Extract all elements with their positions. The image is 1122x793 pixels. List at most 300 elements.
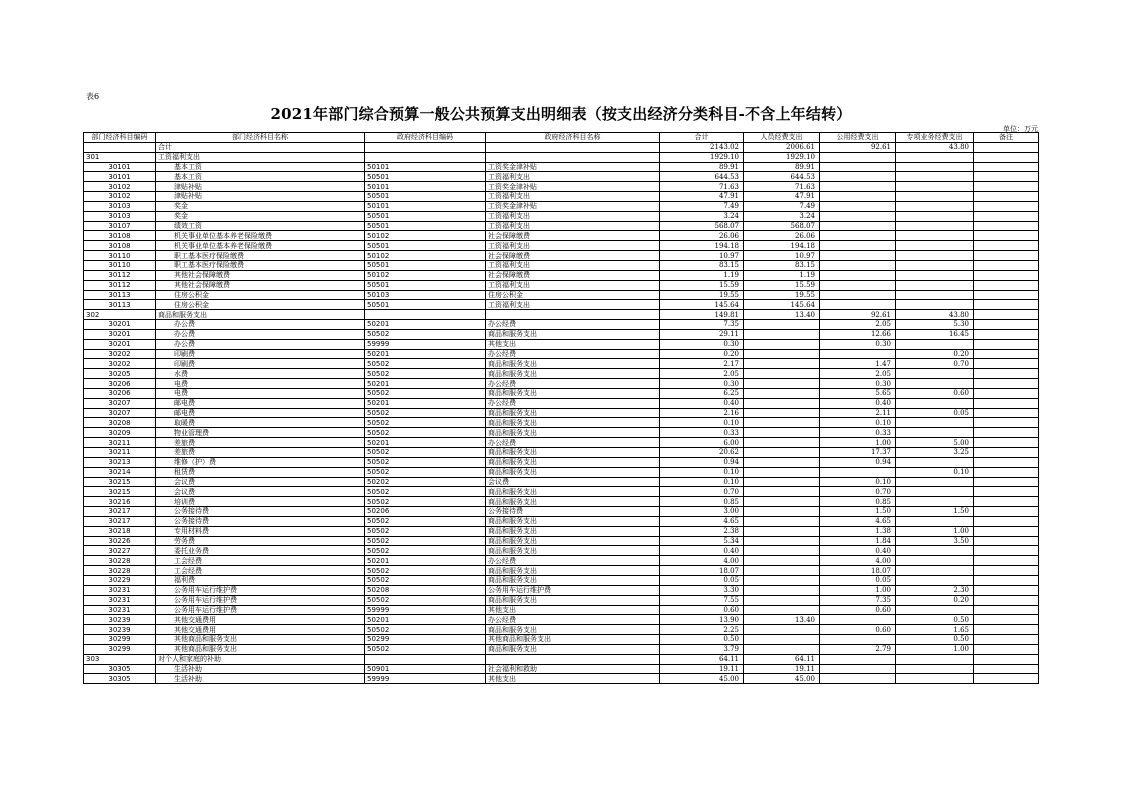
cell-public: 2.11 [820,408,896,418]
cell-gov-name: 其他商品和服务支出 [486,635,660,645]
cell-public: 2.79 [820,644,896,654]
cell-public [820,280,896,290]
cell-note [974,260,1039,270]
cell-personnel: 19.55 [744,290,820,300]
cell-special: 0.50 [896,615,974,625]
cell-dept-name: 邮电费 [156,408,365,418]
cell-note [974,290,1039,300]
cell-public [820,674,896,684]
cell-public: 0.60 [820,605,896,615]
cell-note [974,300,1039,310]
cell-gov-code: 50206 [365,507,486,517]
cell-dept-name: 公务用车运行维护费 [156,605,365,615]
cell-total: 0.85 [660,497,744,507]
cell-dept-name: 专用材料费 [156,526,365,536]
cell-gov-code: 50502 [365,546,486,556]
cell-dept-code: 30101 [84,162,156,172]
cell-total: 194.18 [660,241,744,251]
table-row [84,625,1039,635]
cell-gov-code: 50502 [365,516,486,526]
cell-dept-name: 商品和服务支出 [156,310,365,320]
table-row [84,585,1039,595]
cell-gov-code: 50502 [365,388,486,398]
cell-gov-code: 50502 [365,359,486,369]
cell-dept-code: 30211 [84,438,156,448]
header-total: 合计 [660,133,744,143]
cell-public [820,231,896,241]
cell-personnel: 15.59 [744,280,820,290]
cell-gov-code: 50101 [365,162,486,172]
cell-dept-name: 生活补助 [156,664,365,674]
cell-total: 145.64 [660,300,744,310]
cell-dept-code: 30228 [84,566,156,576]
cell-gov-code: 50201 [365,320,486,330]
cell-gov-code: 50501 [365,241,486,251]
cell-total: 0.30 [660,379,744,389]
cell-dept-name: 奖金 [156,201,365,211]
cell-public: 1.38 [820,526,896,536]
table-row [84,241,1039,251]
cell-dept-code: 30226 [84,536,156,546]
cell-dept-code: 303 [84,654,156,664]
cell-dept-name: 印刷费 [156,359,365,369]
cell-gov-name: 工资福利支出 [486,241,660,251]
cell-total: 7.49 [660,201,744,211]
cell-personnel: 10.97 [744,251,820,261]
cell-dept-name: 职工基本医疗保险缴费 [156,260,365,270]
cell-dept-name: 福利费 [156,575,365,585]
page-title: 2021年部门综合预算一般公共预算支出明细表（按支出经济分类科目-不含上年结转） [270,105,852,123]
cell-gov-code: 50102 [365,251,486,261]
cell-special [896,251,974,261]
table-row [84,152,1039,162]
cell-gov-code: 50502 [365,487,486,497]
cell-special [896,605,974,615]
cell-gov-name [486,142,660,152]
cell-personnel [744,320,820,330]
cell-gov-name: 商品和服务支出 [486,408,660,418]
cell-note [974,644,1039,654]
table-row [84,418,1039,428]
table-row [84,654,1039,664]
table-row [84,635,1039,645]
cell-dept-name: 电费 [156,379,365,389]
cell-public [820,300,896,310]
cell-dept-name: 其他社会保障缴费 [156,280,365,290]
table-row [84,142,1039,152]
cell-total: 3.79 [660,644,744,654]
cell-total: 4.00 [660,556,744,566]
cell-personnel [744,339,820,349]
cell-gov-name: 工资福利支出 [486,300,660,310]
cell-total: 0.94 [660,457,744,467]
cell-dept-code: 30206 [84,388,156,398]
cell-dept-code: 30215 [84,487,156,497]
cell-dept-name: 工会经费 [156,566,365,576]
cell-dept-name: 生活补助 [156,674,365,684]
cell-personnel [744,546,820,556]
cell-gov-name: 商品和服务支出 [486,359,660,369]
sheet-label: 表6 [86,92,100,101]
cell-dept-code [84,142,156,152]
cell-public: 0.05 [820,575,896,585]
cell-dept-name: 职工基本医疗保险缴费 [156,251,365,261]
cell-special [896,398,974,408]
cell-special [896,379,974,389]
table-row [84,536,1039,546]
cell-personnel [744,516,820,526]
cell-dept-code: 30231 [84,595,156,605]
cell-public [820,162,896,172]
cell-public: 4.00 [820,556,896,566]
cell-gov-code: 50299 [365,635,486,645]
cell-public: 17.37 [820,448,896,458]
cell-gov-name: 其他支出 [486,339,660,349]
cell-special [896,566,974,576]
cell-note [974,536,1039,546]
table-row [84,280,1039,290]
cell-total: 0.40 [660,546,744,556]
cell-note [974,664,1039,674]
cell-personnel: 145.64 [744,300,820,310]
cell-total: 6.25 [660,388,744,398]
cell-gov-name: 商品和服务支出 [486,526,660,536]
cell-personnel [744,349,820,359]
cell-gov-name: 工资奖金津补贴 [486,201,660,211]
cell-note [974,605,1039,615]
cell-total: 26.06 [660,231,744,241]
cell-note [974,142,1039,152]
cell-gov-code: 50502 [365,536,486,546]
cell-total: 7.55 [660,595,744,605]
cell-personnel [744,575,820,585]
cell-public: 0.30 [820,339,896,349]
cell-special [896,457,974,467]
cell-personnel [744,438,820,448]
cell-gov-name: 社会福利和救助 [486,664,660,674]
table-row [84,369,1039,379]
cell-personnel [744,635,820,645]
table-row [84,674,1039,684]
cell-gov-name: 办公经费 [486,438,660,448]
cell-note [974,467,1039,477]
cell-total: 64.11 [660,654,744,664]
cell-gov-name: 商品和服务支出 [486,467,660,477]
cell-dept-name: 对个人和家庭的补助 [156,654,365,664]
cell-gov-code: 50101 [365,182,486,192]
cell-dept-code: 30201 [84,320,156,330]
cell-dept-name: 工会经费 [156,556,365,566]
cell-special [896,654,974,664]
cell-personnel [744,644,820,654]
cell-gov-code: 50502 [365,595,486,605]
table-row [84,566,1039,576]
cell-special: 5.30 [896,320,974,330]
cell-public: 1.84 [820,536,896,546]
cell-gov-name: 商品和服务支出 [486,369,660,379]
table-row [84,211,1039,221]
cell-note [974,625,1039,635]
cell-gov-code: 59999 [365,674,486,684]
cell-dept-code: 30112 [84,270,156,280]
cell-public [820,467,896,477]
cell-total: 0.50 [660,635,744,645]
cell-total: 0.70 [660,487,744,497]
cell-dept-code: 30202 [84,359,156,369]
cell-gov-code: 50502 [365,467,486,477]
cell-dept-code: 30108 [84,231,156,241]
cell-gov-name: 商品和服务支出 [486,516,660,526]
cell-personnel [744,566,820,576]
cell-personnel [744,408,820,418]
cell-total: 83.15 [660,260,744,270]
table-row [84,575,1039,585]
cell-special [896,241,974,251]
cell-special: 1.50 [896,507,974,517]
cell-special [896,152,974,162]
table-row [84,408,1039,418]
cell-personnel [744,556,820,566]
cell-gov-name: 办公经费 [486,349,660,359]
cell-special [896,428,974,438]
cell-note [974,182,1039,192]
cell-special: 43.80 [896,142,974,152]
cell-dept-code: 30103 [84,201,156,211]
cell-gov-name: 其他支出 [486,605,660,615]
cell-special: 3.50 [896,536,974,546]
table-row [84,457,1039,467]
cell-public: 1.47 [820,359,896,369]
cell-note [974,349,1039,359]
table-row [84,320,1039,330]
cell-dept-code: 30228 [84,556,156,566]
cell-gov-code: 50102 [365,270,486,280]
cell-public: 0.10 [820,418,896,428]
cell-special [896,556,974,566]
cell-gov-name: 商品和服务支出 [486,625,660,635]
table-row [84,556,1039,566]
cell-total: 15.59 [660,280,744,290]
cell-dept-name: 住房公积金 [156,300,365,310]
cell-note [974,241,1039,251]
cell-dept-name: 住房公积金 [156,290,365,300]
cell-gov-name [486,152,660,162]
cell-total: 2.17 [660,359,744,369]
cell-dept-code: 30213 [84,457,156,467]
cell-dept-code: 30201 [84,329,156,339]
cell-special [896,575,974,585]
cell-special [896,487,974,497]
cell-gov-name: 住房公积金 [486,290,660,300]
cell-total: 2.25 [660,625,744,635]
header-personnel: 人员经费支出 [744,133,820,143]
table-row [84,467,1039,477]
cell-dept-code: 30112 [84,280,156,290]
cell-special [896,674,974,684]
table-row [84,438,1039,448]
cell-dept-code: 30239 [84,625,156,635]
cell-public: 0.94 [820,457,896,467]
cell-personnel: 13.40 [744,310,820,320]
cell-special: 3.25 [896,448,974,458]
cell-note [974,359,1039,369]
cell-dept-name: 绩效工资 [156,221,365,231]
table-row [84,516,1039,526]
cell-personnel [744,605,820,615]
cell-gov-name: 商品和服务支出 [486,536,660,546]
cell-special: 0.60 [896,388,974,398]
cell-public: 92.61 [820,310,896,320]
cell-dept-code: 30113 [84,300,156,310]
cell-public [820,221,896,231]
cell-total: 6.00 [660,438,744,448]
cell-dept-code: 30216 [84,497,156,507]
cell-dept-code: 30231 [84,605,156,615]
table-row [84,310,1039,320]
cell-dept-name: 公务接待费 [156,516,365,526]
cell-total: 0.10 [660,418,744,428]
cell-gov-name: 办公经费 [486,398,660,408]
cell-public [820,664,896,674]
cell-personnel: 2006.61 [744,142,820,152]
cell-dept-name: 办公费 [156,329,365,339]
cell-public: 0.60 [820,625,896,635]
cell-total: 0.60 [660,605,744,615]
cell-dept-code: 30209 [84,428,156,438]
cell-total: 2.16 [660,408,744,418]
cell-gov-code: 50101 [365,201,486,211]
cell-special [896,516,974,526]
header-public: 公用经费支出 [820,133,896,143]
cell-personnel [744,448,820,458]
cell-gov-code: 50201 [365,615,486,625]
header-dept-name: 部门经济科目名称 [156,133,365,143]
cell-dept-code: 30214 [84,467,156,477]
cell-public: 12.66 [820,329,896,339]
cell-special: 16.45 [896,329,974,339]
cell-gov-name: 商品和服务支出 [486,388,660,398]
cell-personnel [744,457,820,467]
cell-dept-code: 30202 [84,349,156,359]
cell-personnel: 83.15 [744,260,820,270]
cell-note [974,654,1039,664]
cell-note [974,585,1039,595]
cell-special: 1.00 [896,644,974,654]
cell-gov-name: 工资福利支出 [486,260,660,270]
cell-note [974,507,1039,517]
cell-gov-name: 工资福利支出 [486,192,660,202]
cell-gov-name: 公务接待费 [486,507,660,517]
cell-special [896,172,974,182]
cell-total: 5.34 [660,536,744,546]
cell-total: 0.30 [660,339,744,349]
cell-special: 2.30 [896,585,974,595]
cell-total: 0.10 [660,467,744,477]
table-row [84,428,1039,438]
cell-dept-code: 30217 [84,516,156,526]
cell-public: 4.65 [820,516,896,526]
cell-dept-name: 其他社会保障缴费 [156,270,365,280]
table-row [84,644,1039,654]
cell-dept-code: 302 [84,310,156,320]
cell-special [896,260,974,270]
cell-personnel [744,477,820,487]
cell-note [974,388,1039,398]
cell-gov-code: 50501 [365,260,486,270]
header-gov-name: 政府经济科目名称 [486,133,660,143]
cell-gov-name: 商品和服务支出 [486,546,660,556]
cell-dept-name: 津贴补贴 [156,182,365,192]
cell-dept-name: 奖金 [156,211,365,221]
cell-gov-name: 商品和服务支出 [486,644,660,654]
cell-dept-name: 工资福利支出 [156,152,365,162]
cell-note [974,546,1039,556]
cell-personnel [744,467,820,477]
cell-total: 29.11 [660,329,744,339]
cell-public: 0.70 [820,487,896,497]
cell-personnel [744,585,820,595]
cell-gov-code: 50901 [365,664,486,674]
cell-public: 7.35 [820,595,896,605]
cell-special [896,270,974,280]
cell-dept-code: 30299 [84,644,156,654]
table-row [84,379,1039,389]
cell-gov-name: 工资福利支出 [486,211,660,221]
cell-total: 71.63 [660,182,744,192]
table-row [84,231,1039,241]
cell-total: 2.05 [660,369,744,379]
cell-gov-code: 50501 [365,192,486,202]
cell-gov-code: 50201 [365,438,486,448]
table-row [84,605,1039,615]
cell-dept-code: 30229 [84,575,156,585]
cell-gov-name: 工资福利支出 [486,221,660,231]
cell-dept-name: 维修（护）费 [156,457,365,467]
cell-personnel: 568.07 [744,221,820,231]
cell-dept-code: 30208 [84,418,156,428]
cell-personnel [744,329,820,339]
cell-public [820,172,896,182]
cell-public: 0.40 [820,546,896,556]
cell-personnel [744,595,820,605]
cell-gov-code: 50501 [365,211,486,221]
cell-special [896,546,974,556]
table-row [84,497,1039,507]
cell-dept-code: 30102 [84,182,156,192]
cell-dept-name: 取暖费 [156,418,365,428]
cell-note [974,192,1039,202]
cell-gov-name: 办公经费 [486,320,660,330]
cell-gov-code: 50201 [365,398,486,408]
cell-note [974,152,1039,162]
cell-note [974,418,1039,428]
cell-dept-name: 基本工资 [156,172,365,182]
cell-dept-code: 30206 [84,379,156,389]
cell-personnel: 71.63 [744,182,820,192]
table-row [84,339,1039,349]
cell-public: 0.85 [820,497,896,507]
table-row [84,270,1039,280]
table-row [84,182,1039,192]
cell-note [974,516,1039,526]
cell-special [896,162,974,172]
cell-note [974,526,1039,536]
cell-special [896,231,974,241]
cell-personnel: 64.11 [744,654,820,664]
cell-special [896,280,974,290]
cell-dept-name: 办公费 [156,320,365,330]
cell-note [974,487,1039,497]
